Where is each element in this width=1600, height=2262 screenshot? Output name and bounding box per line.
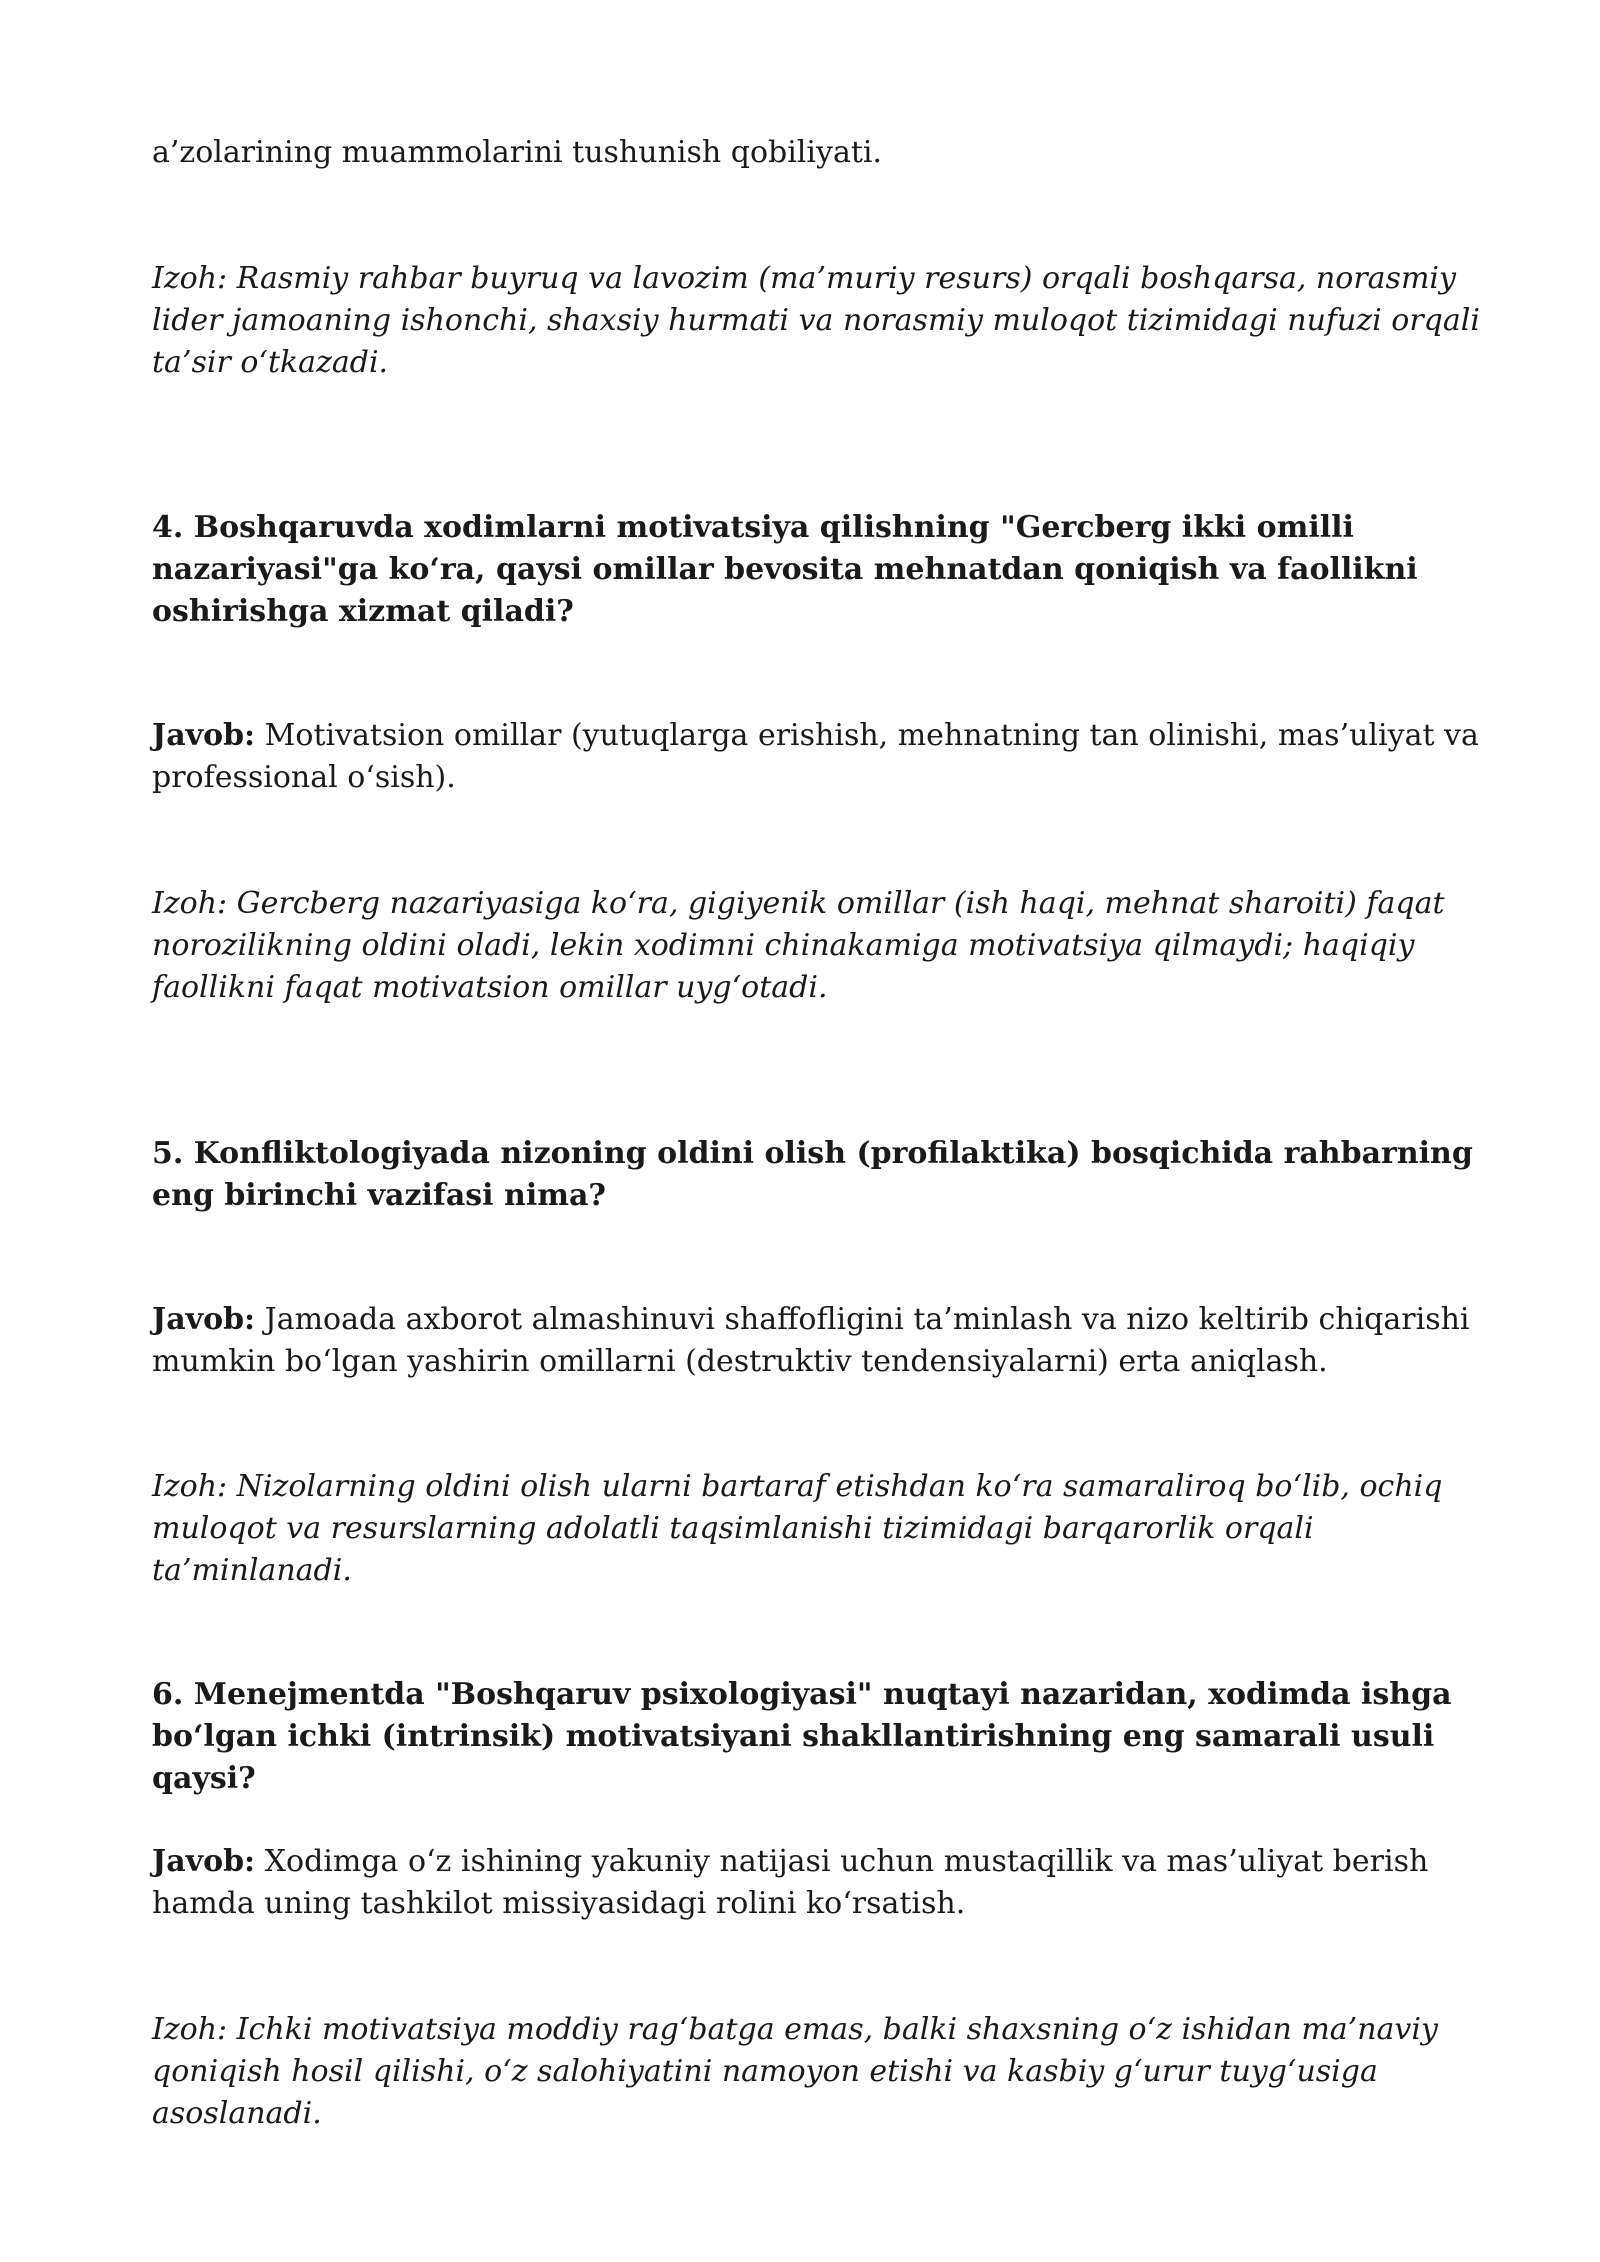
question-6: 6. Menejmentda "Boshqaruv psixologiyasi" nuqtayi nazaridan, xodimda ishga bo‘lgan ichki (intrinsik) motivatsiyani shakllantirishning eng samarali usuli qaysi? xyxy=(152,1677,1452,1796)
answer-label: Javob: xyxy=(152,1302,256,1337)
answer-text: Xodimga o‘z ishining yakuniy natijasi uchun mustaqillik va mas’uliyat berish hamda uning tashkilot missiyasidagi rolini ko‘rsatish. xyxy=(152,1844,1429,1921)
answer-4 xyxy=(152,715,1522,799)
answer-label: Javob: xyxy=(152,1844,256,1879)
answer-5 xyxy=(152,1299,1522,1383)
intro-text: a’zolarining muammolarini tushunish qobiliyati. xyxy=(152,135,883,170)
question-5: 5. Konfliktologiyada nizoning oldini olish (profilaktika) bosqichida rahbarning eng birinchi vazifasi nima? xyxy=(152,1136,1473,1213)
answer-6 xyxy=(152,1841,1522,1925)
note-5: Izoh: Nizolarning oldini olish ularni bartaraf etishdan ko‘ra samaraliroq bo‘lib, ochiq muloqot va resurslarning adolatli taqsimlanishi tizimidagi barqarorlik orqali ta’minlanadi. xyxy=(152,1469,1443,1588)
answer-label: Javob: xyxy=(152,718,256,753)
intro-note: Izoh: Rasmiy rahbar buyruq va lavozim (ma’muriy resurs) orqali boshqarsa, norasmiy lider jamoaning ishonchi, shaxsiy hurmati va norasmiy muloqot tizimidagi nufuzi orqali ta’sir o‘tkazadi. xyxy=(152,261,1480,380)
question-4: 4. Boshqaruvda xodimlarni motivatsiya qilishning "Gercberg ikki omilli nazariyasi"ga ko‘ra, qaysi omillar bevosita mehnatdan qoniqish va faollikni oshirishga xizmat qiladi? xyxy=(152,510,1418,629)
answer-text: Jamoada axborot almashinuvi shaffofligini ta’minlash va nizo keltirib chiqarishi mumkin bo‘lgan yashirin omillarni (destruktiv tendensiyalarni) erta aniqlash. xyxy=(152,1302,1470,1379)
note-6: Izoh: Ichki motivatsiya moddiy rag‘batga emas, balki shaxsning o‘z ishidan ma’naviy qoniqish hosil qilishi, o‘z salohiyatini namoyon etishi va kasbiy g‘urur tuyg‘usiga asoslanadi. xyxy=(152,2012,1438,2131)
note-4: Izoh: Gercberg nazariyasiga ko‘ra, gigiyenik omillar (ish haqi, mehnat sharoiti) faqat norozilikning oldini oladi, lekin xodimni chinakamiga motivatsiya qilmaydi; haqiqiy faollikni faqat motivatsion omillar uyg‘otadi. xyxy=(152,886,1445,1005)
answer-text: Motivatsion omillar (yutuqlarga erishish, mehnatning tan olinishi, mas’uliyat va professional o‘sish). xyxy=(152,718,1479,795)
